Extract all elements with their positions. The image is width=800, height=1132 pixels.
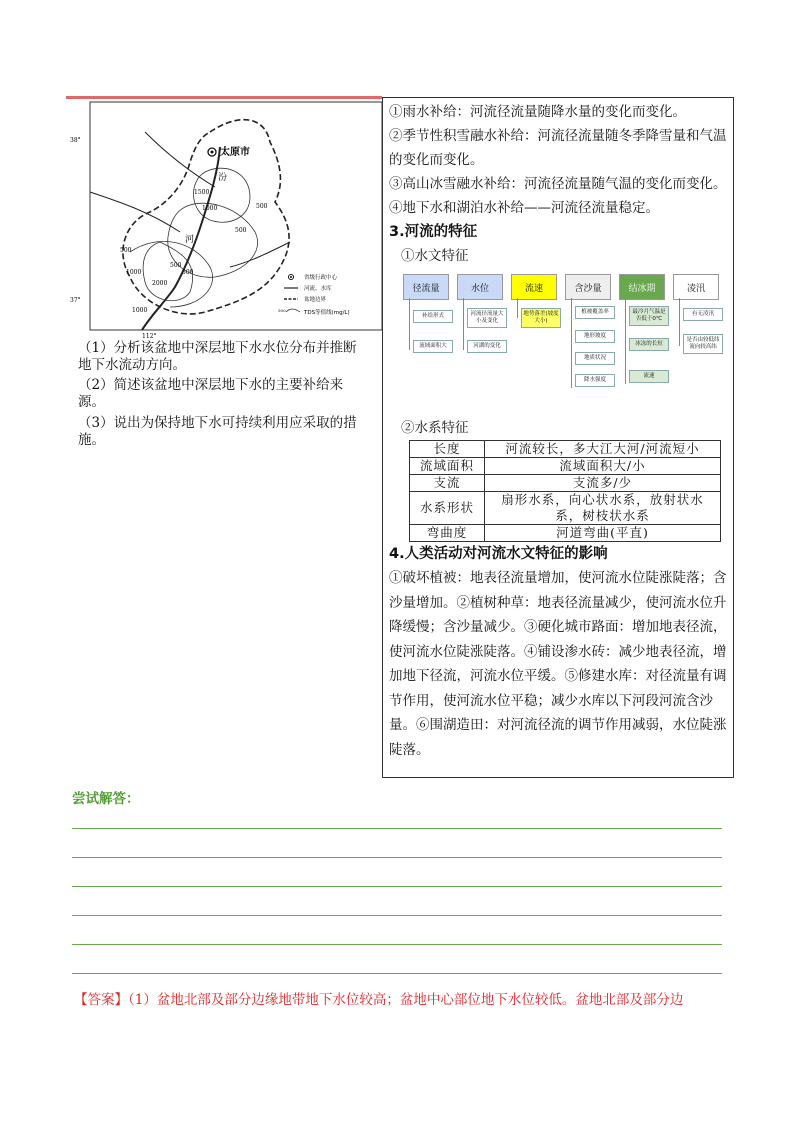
section-4-text: ①破坏植被：地表径流量增加，使河流水位陡涨陡落；含沙量增加。②植树种草：地表径流量减少，使河流水位升降缓慢；含沙量减少。③硬化城市路面：增加地表径流，使河流水位陡涨陡落。④铺设渗水砖：减少地表径流，增加地下径流，河流水位平缓。⑤修建水库：对径流量有调节作用，使河流水位平稳；减少水库以下河段河流含沙量。⑥围湖造田：对河流径流的调节作用减弱，水位陡涨陡落。 xyxy=(389,570,727,758)
hydro-subtitle: ①水文特征 xyxy=(401,248,469,264)
table-value: 支流多/少 xyxy=(485,475,721,492)
hydro-header: 流速 xyxy=(511,274,557,300)
contour-label: 500 xyxy=(170,262,182,269)
legend-item: 省级行政中心 xyxy=(304,275,338,281)
legend-item: 河流、水库 xyxy=(304,286,332,292)
legend-item: TDS等值线(mg/L) xyxy=(304,310,350,316)
section-4-title: 4.人类活动对河流水文特征的影响 xyxy=(389,546,608,562)
supply-item: ①雨水补给：河流径流量随降水量的变化而变化。 xyxy=(389,104,686,120)
supply-item: ③高山冰雪融水补给：河流径流量随气温的变化而变化。 xyxy=(389,176,727,192)
hydro-cell: 地势落差(坡度大小) xyxy=(521,308,561,328)
table-value: 流域面积大/小 xyxy=(485,458,721,475)
river-label-a: 汾 xyxy=(218,173,228,183)
hydro-cell: 地形坡度 xyxy=(575,330,615,343)
system-subtitle: ②水系特征 xyxy=(401,420,469,436)
hydro-cell: 植被覆盖率 xyxy=(575,306,615,319)
try-answer-label: 尝试解答： xyxy=(72,791,140,807)
contour-label: 1500 xyxy=(194,189,210,196)
contour-label: 500 xyxy=(120,247,132,254)
writing-line[interactable] xyxy=(72,915,722,916)
hydro-cell: 有无凌汛 xyxy=(683,308,723,321)
hydro-diagram xyxy=(397,274,733,396)
table-key: 弯曲度 xyxy=(410,525,485,542)
section-3-title: 3.河流的特征 xyxy=(389,224,478,240)
lat-top-label: 38° xyxy=(70,137,81,144)
contour-label: 1000 xyxy=(132,307,148,314)
hydro-cell: 是否由较低纬流向较高纬 xyxy=(683,334,723,354)
supply-item: ④地下水和湖泊水补给——河流径流量稳定。 xyxy=(389,200,659,216)
hydro-header: 含沙量 xyxy=(565,274,611,300)
table-row xyxy=(410,441,721,458)
table-key: 长度 xyxy=(410,441,485,458)
legend-sample: 500 xyxy=(278,308,286,313)
hydro-cell: 流速 xyxy=(629,370,669,383)
contour-label: 500 xyxy=(256,203,268,210)
question-1: （1）分析该盆地中深层地下水水位分布并推断地下水流动方向。 xyxy=(78,340,357,373)
table-row xyxy=(410,525,721,542)
writing-line[interactable] xyxy=(72,886,722,887)
question-3: （3）说出为保持地下水可持续利用应采取的措施。 xyxy=(78,415,357,448)
legend-item: 盆地边界 xyxy=(304,297,327,303)
writing-line[interactable] xyxy=(72,857,722,858)
left-column xyxy=(66,98,382,778)
question-2: （2）简述该盆地中深层地下水的主要补给来源。 xyxy=(78,377,344,410)
hydro-cell: 冰冻的长短 xyxy=(629,338,669,351)
contour-label: 500 xyxy=(235,227,247,234)
table-value: 河道弯曲(平直) xyxy=(485,525,721,542)
basin-map xyxy=(70,102,382,340)
table-value: 河流较长，多大江大河/河流短小 xyxy=(485,441,721,458)
table-key: 流域面积 xyxy=(410,458,485,475)
hydro-cell: 补给形式 xyxy=(413,310,453,323)
city-label: 太原市 xyxy=(220,147,250,158)
hydro-header: 凌汛 xyxy=(673,274,719,300)
writing-line[interactable] xyxy=(72,973,722,974)
supply-item: ②季节性积雪融水补给：河流径流量随冬季降雪量和气温的变化而变化。 xyxy=(389,128,727,168)
contour-label: 500 xyxy=(182,269,194,276)
table-row xyxy=(410,475,721,492)
hydro-cell: 降水强度 xyxy=(575,374,615,387)
writing-line[interactable] xyxy=(72,828,722,829)
lon-label: 112° xyxy=(142,333,157,340)
answer-text: 【答案】（1）盆地北部及部分边缘地带地下水位较高；盆地中心部位地下水位较低。盆地北部及部分边 xyxy=(74,992,684,1008)
contour-label: 2000 xyxy=(152,280,168,287)
hydro-cell: 河流径流量大小及变化 xyxy=(467,308,507,328)
table-key: 水系形状 xyxy=(410,492,485,525)
hydro-cell: 流域面积大 xyxy=(413,340,453,353)
hydro-header: 水位 xyxy=(457,274,503,300)
table-row xyxy=(410,492,721,525)
hydro-cell: 最冷月气温是否低于0℃ xyxy=(629,306,669,326)
table-value: 扇形水系，向心状水系，放射状水系，树枝状水系 xyxy=(485,492,721,525)
table-row xyxy=(410,458,721,475)
hydro-cell: 河湖的变化 xyxy=(467,340,507,353)
hydro-header: 结冰期 xyxy=(619,274,665,300)
hydro-cell: 地质状况 xyxy=(575,352,615,365)
lat-bottom-label: 37° xyxy=(70,297,81,304)
knowledge-panel xyxy=(382,97,734,778)
contour-label: 1000 xyxy=(202,205,218,212)
writing-line[interactable] xyxy=(72,944,722,945)
contour-label: 1000 xyxy=(126,269,142,276)
river-label-b: 河 xyxy=(185,235,195,245)
table-key: 支流 xyxy=(410,475,485,492)
system-table xyxy=(409,440,721,542)
hydro-header: 径流量 xyxy=(403,274,449,300)
